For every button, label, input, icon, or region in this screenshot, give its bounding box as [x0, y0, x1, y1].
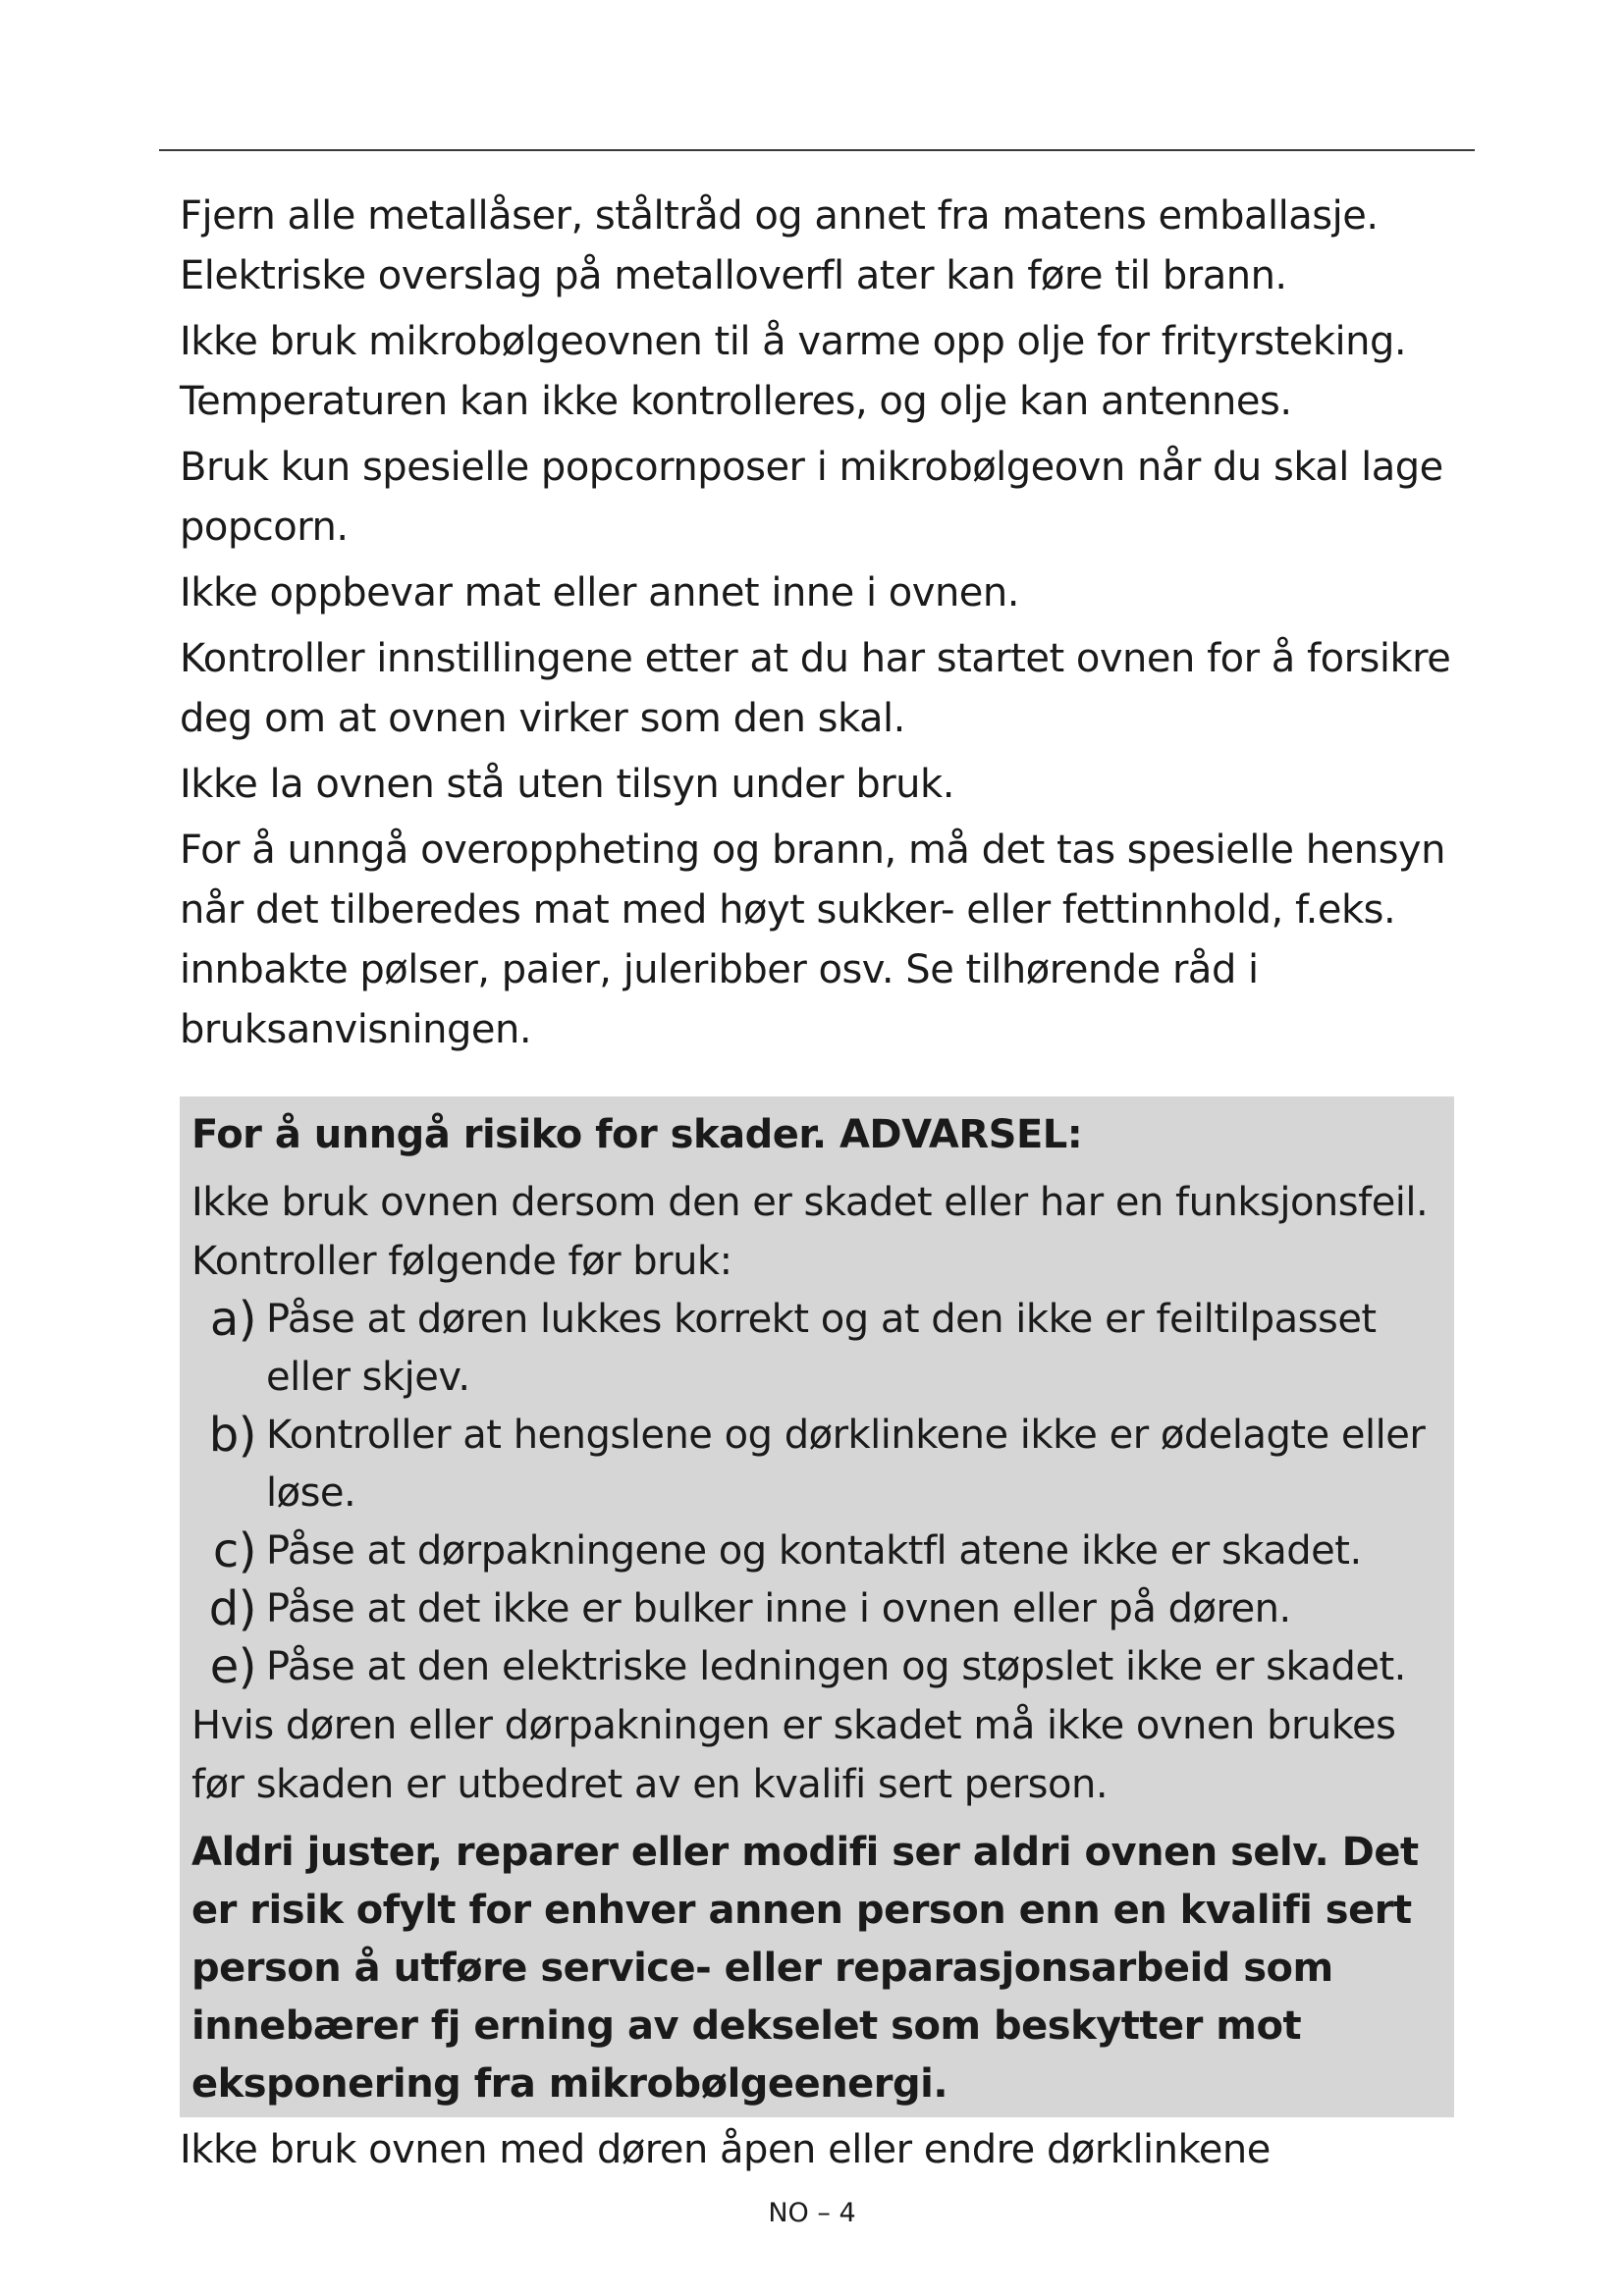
checklist-item-a [191, 1291, 1442, 1407]
warning-title: For å unngå risiko for skader. ADVARSEL: [191, 1112, 1083, 1157]
checklist-item-e [191, 1638, 1442, 1696]
paragraph-supervision: Ikke la ovnen stå uten tilsyn under bruk. [180, 762, 954, 807]
warning-intro: Ikke bruk ovnen dersom den er skadet eller har en funksjonsfeil. Kontroller følgende før bruk: [191, 1180, 1429, 1284]
header-rule [159, 149, 1475, 151]
paragraph-overheating: For å unngå overoppheting og brann, må det tas spesielle hensyn når det tilberedes mat med høyt sukker- eller fettinnhold, f.eks. innbakte pølser, paier, juleribber osv. Se tilhørende råd i bruksanvisningen. [180, 828, 1445, 1052]
warning-damage-note: Hvis døren eller dørpakningen er skadet må ikke ovnen brukes før skaden er utbedret av en kvalifi sert person. [191, 1703, 1396, 1807]
warning-bold-notice: Aldri juster, reparer eller modifi ser aldri ovnen selv. Det er risik ofylt for enhver annen person enn en kvalifi sert person å utføre service- eller reparasjonsarbeid som innebærer fj erning av dekselet som beskytter mot eksponering fra mikrobølgeenergi. [191, 1830, 1419, 2107]
checklist [191, 1291, 1442, 1696]
checklist-item-d [191, 1580, 1442, 1638]
paragraph-popcorn: Bruk kun spesielle popcornposer i mikrobølgeovn når du skal lage popcorn. [180, 445, 1443, 550]
item-text: Påse at det ikke er bulker inne i ovnen eller på døren. [266, 1586, 1291, 1631]
page-number: NO – 4 [768, 2198, 856, 2228]
item-text: Påse at dørpakningene og kontaktfl atene ikke er skadet. [266, 1528, 1362, 1574]
paragraph-settings: Kontroller innstillingene etter at du har startet ovnen for å forsikre deg om at ovnen virker som den skal. [180, 636, 1451, 741]
checklist-item-c [191, 1522, 1442, 1580]
checklist-item-b [191, 1407, 1442, 1522]
paragraph-storage: Ikke oppbevar mat eller annet inne i ovnen. [180, 570, 1019, 615]
item-label: e) [209, 1639, 256, 1694]
item-text: Påse at døren lukkes korrekt og at den ikke er feiltilpasset eller skjev. [266, 1297, 1377, 1400]
item-label: a) [209, 1292, 256, 1347]
body-text [180, 187, 1456, 1066]
paragraph-metal: Fjern alle metallåser, ståltråd og annet fra matens emballasje. Elektriske overslag på metalloverfl ater kan føre til brann. [180, 193, 1379, 298]
item-label: c) [212, 1523, 256, 1578]
item-label: b) [208, 1408, 256, 1463]
item-text: Påse at den elektriske ledningen og støpslet ikke er skadet. [266, 1644, 1406, 1689]
warning-box [180, 1096, 1454, 2117]
paragraph-door-open: Ikke bruk ovnen med døren åpen eller endre dørklinkene [180, 2127, 1271, 2172]
item-label: d) [208, 1581, 256, 1636]
item-text: Kontroller at hengslene og dørklinkene ikke er ødelagte eller løse. [266, 1413, 1426, 1516]
paragraph-oil: Ikke bruk mikrobølgeovnen til å varme opp olje for frityrsteking. Temperaturen kan ikke kontrolleres, og olje kan antennes. [180, 319, 1407, 424]
